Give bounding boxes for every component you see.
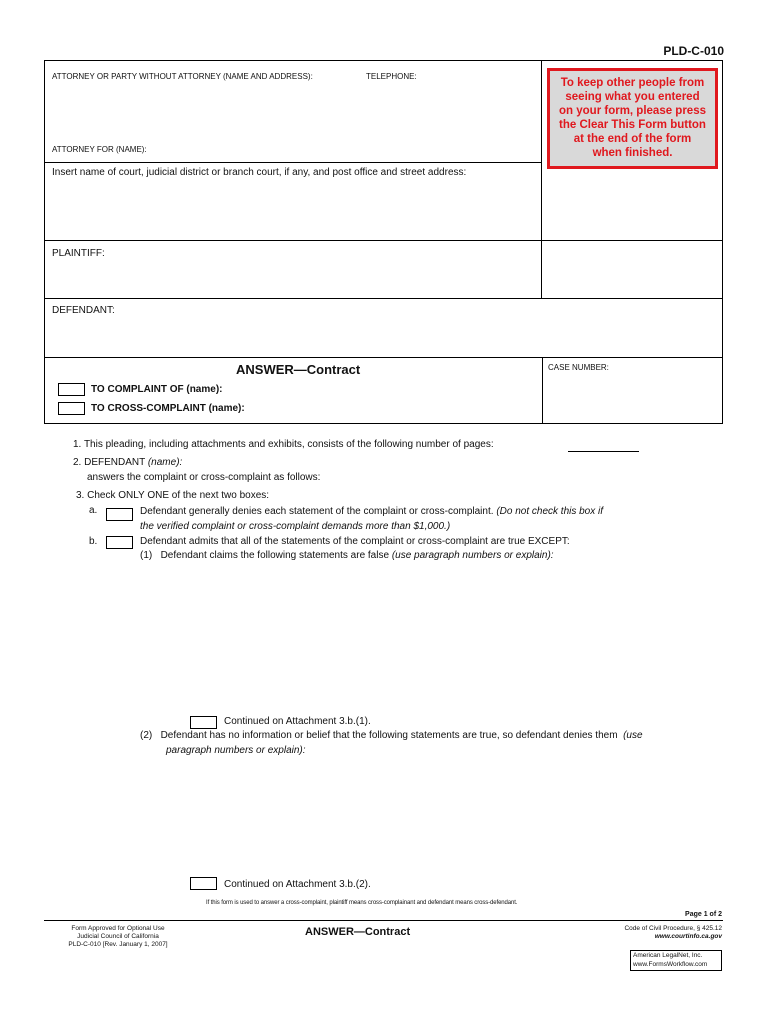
page-count-field[interactable]	[568, 451, 639, 452]
attorney-for-label: ATTORNEY FOR (NAME):	[52, 145, 147, 154]
notice-line: To keep other people from	[560, 77, 705, 89]
publisher-url: www.FormsWorkflow.com	[633, 960, 708, 968]
code-citation: Code of Civil Procedure, § 425.12	[624, 925, 722, 932]
sub-2-line	[140, 730, 643, 741]
item-2-label	[73, 457, 182, 468]
footer-title: ANSWER—Contract	[305, 926, 411, 938]
attachment-1-checkbox[interactable]	[190, 716, 217, 729]
sub-2-number: (2)	[140, 730, 153, 741]
sub-2-text: Defendant has no information or belief that the following statements are true, so defendant denies them	[160, 730, 618, 741]
item-3a-note: (Do not check this box if	[496, 506, 604, 517]
frame-line-court	[44, 162, 542, 163]
clear-form-notice	[547, 68, 718, 169]
cross-complaint-checkbox[interactable]	[58, 402, 85, 415]
approval-line-3: PLD-C-010 [Rev. January 1, 2007]	[68, 941, 168, 948]
attachment-2-checkbox[interactable]	[190, 877, 217, 890]
attachment-2-label: Continued on Attachment 3.b.(2).	[224, 879, 371, 890]
sub-2-note-line2: paragraph numbers or explain):	[166, 745, 306, 756]
item-3b-text: Defendant admits that all of the statements of the complaint or cross-complaint are true EXCEPT:	[140, 536, 570, 547]
item-3a-letter: a.	[89, 505, 98, 516]
item-2-name-hint: (name):	[147, 457, 183, 468]
case-number-label: CASE NUMBER:	[548, 363, 609, 372]
sub-2-note: (use	[623, 730, 643, 741]
item-3a-text: Defendant generally denies each statement of the complaint or cross-complaint.	[140, 506, 494, 517]
form-number: PLD-C-010	[663, 44, 724, 58]
court-label: Insert name of court, judicial district or branch court, if any, and post office and street address:	[52, 167, 467, 178]
publisher-box	[630, 950, 722, 971]
sub-1-entry-area[interactable]	[166, 566, 716, 708]
sub-1-note: (use paragraph numbers or explain):	[391, 550, 554, 561]
frame-line-plaintiff	[44, 240, 723, 241]
notice-line: on your form, please press	[559, 105, 706, 117]
approval-line-2: Judicial Council of California	[77, 933, 159, 940]
attorney-label: ATTORNEY OR PARTY WITHOUT ATTORNEY (NAME AND ADDRESS):	[52, 72, 313, 81]
item-3b-letter: b.	[89, 536, 98, 547]
sub-2-entry-area[interactable]	[166, 760, 716, 872]
footer-rule	[44, 920, 723, 921]
frame-left	[44, 60, 45, 424]
complaint-option-label: TO COMPLAINT OF (name):	[91, 384, 223, 395]
approval-line-1: Form Approved for Optional Use	[71, 925, 165, 932]
telephone-label: TELEPHONE:	[366, 72, 417, 81]
notice-line: at the end of the form	[573, 133, 692, 145]
attachment-1-label: Continued on Attachment 3.b.(1).	[224, 716, 371, 727]
sub-1-number: (1)	[140, 550, 153, 561]
notice-line: seeing what you entered	[565, 91, 700, 103]
item-3b-checkbox[interactable]	[106, 536, 133, 549]
sub-1-text: Defendant claims the following statements are false	[160, 550, 390, 561]
item-3a-line1	[140, 506, 603, 517]
notice-line: the Clear This Form button	[559, 119, 706, 131]
item-3-text: 3. Check ONLY ONE of the next two boxes:	[76, 490, 270, 501]
defendant-label: DEFENDANT:	[52, 305, 115, 316]
complaint-checkbox[interactable]	[58, 383, 85, 396]
item-2-prefix: 2. DEFENDANT	[73, 457, 146, 468]
courtinfo-url: www.courtinfo.ca.gov	[654, 933, 722, 940]
frame-line-title	[44, 357, 723, 358]
frame-top	[44, 60, 723, 61]
cross-complaint-option-label: TO CROSS-COMPLAINT (name):	[91, 403, 245, 414]
item-1-text: 1. This pleading, including attachments and exhibits, consists of the following number of pages:	[73, 439, 494, 450]
sub-1-line	[140, 550, 554, 561]
frame-right	[722, 60, 723, 424]
frame-divider-upper	[541, 60, 542, 298]
item-2-line2: answers the complaint or cross-complaint as follows:	[87, 472, 321, 483]
frame-bottom	[44, 423, 723, 424]
publisher-name: American LegalNet, Inc.	[633, 952, 703, 959]
form-title: ANSWER—Contract	[236, 362, 361, 377]
approval-block	[44, 925, 192, 949]
frame-line-defendant	[44, 298, 723, 299]
plaintiff-label: PLAINTIFF:	[52, 248, 105, 259]
cross-complaint-note: If this form is used to answer a cross-complaint, plaintiff means cross-complainant and defendant means cross-defendant.	[206, 900, 518, 906]
item-3a-note-line2: the verified complaint or cross-complaint demands more than $1,000.)	[140, 521, 451, 532]
citation-block	[624, 925, 722, 941]
item-3a-checkbox[interactable]	[106, 508, 133, 521]
page-indicator: Page 1 of 2	[685, 911, 722, 918]
frame-divider-lower	[542, 357, 543, 424]
notice-line: when finished.	[592, 147, 673, 159]
